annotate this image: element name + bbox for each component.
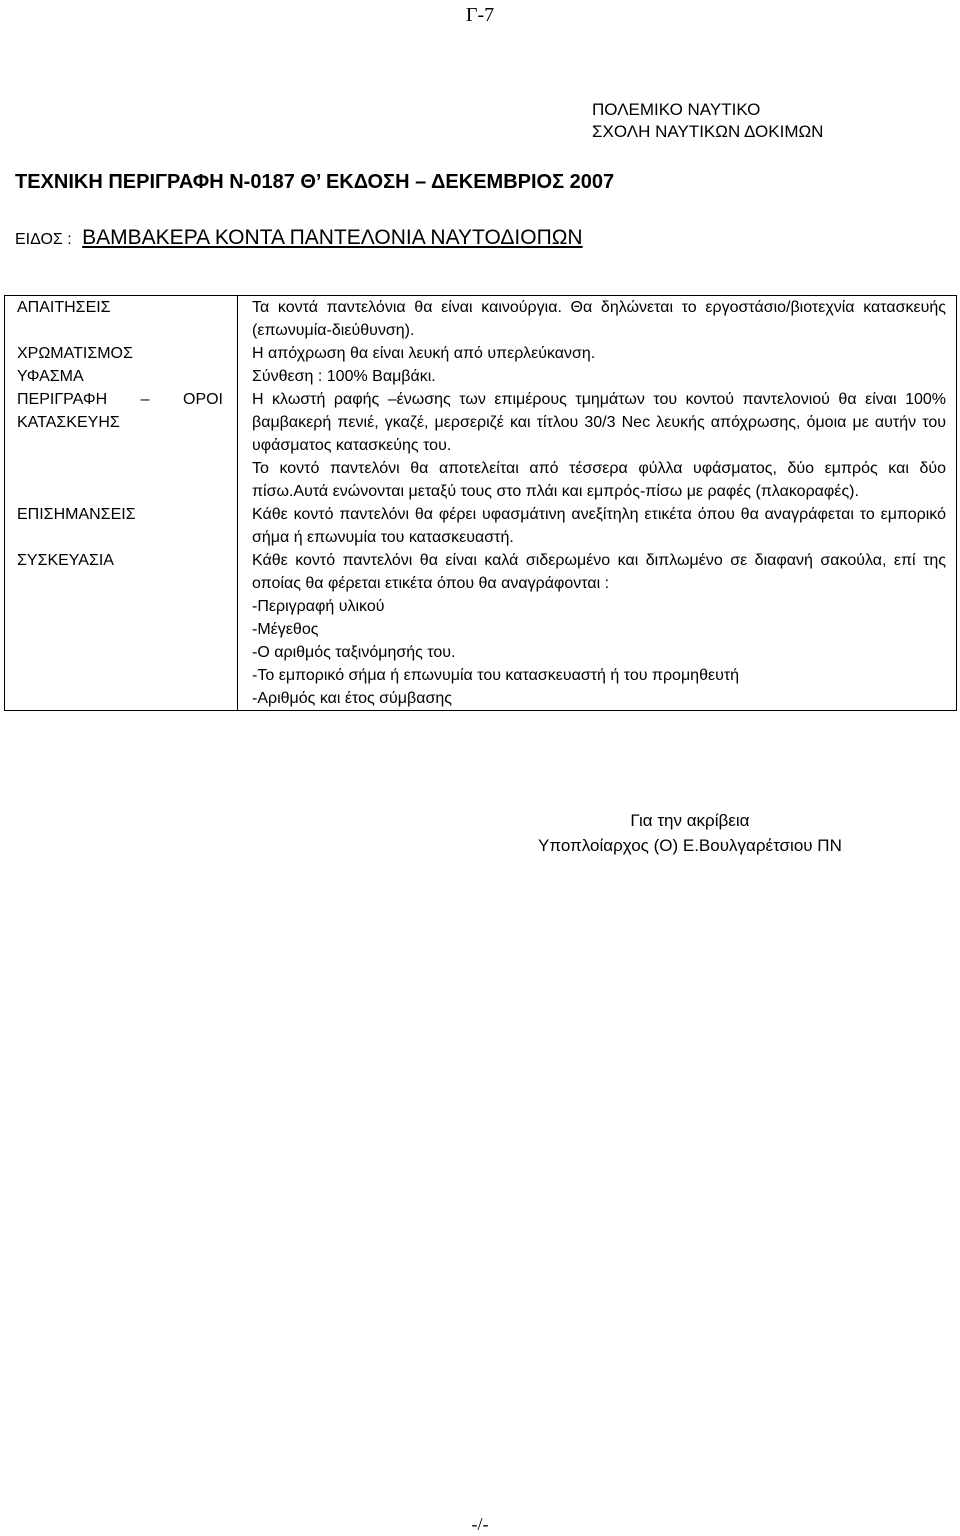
row-content (238, 342, 957, 365)
document-title: ΤΕΧΝΙΚΗ ΠΕΡΙΓΡΑΦΗ Ν-0187 Θ’ ΕΚΔΟΣΗ – ΔΕΚΕΜΒΡΙΟΣ 2007 (15, 171, 615, 193)
row-paragraph: Σύνθεση : 100% Βαμβάκι. (252, 368, 436, 385)
row-content (238, 549, 957, 711)
list-item: -Αριθμός και έτος σύμβασης (252, 690, 452, 707)
signature-block (538, 808, 842, 858)
signature-line-2: Υποπλοίαρχος (Ο) Ε.Βουλγαρέτσιου ΠΝ (538, 836, 842, 855)
row-content (238, 296, 957, 343)
table-row-construction (5, 388, 957, 503)
row-content (238, 388, 957, 503)
table-row-coloring (5, 342, 957, 365)
row-label: ΕΠΙΣΗΜΑΝΣΕΙΣ (5, 503, 238, 549)
org-line-2: ΣΧΟΛΗ ΝΑΥΤΙΚΩΝ ΔΟΚΙΜΩΝ (592, 122, 824, 141)
list-item: -Περιγραφή υλικού (252, 598, 385, 615)
org-line-1: ΠΟΛΕΜΙΚΟ ΝΑΥΤΙΚΟ (592, 100, 761, 119)
row-content (238, 365, 957, 388)
row-label: ΧΡΩΜΑΤΙΣΜΟΣ (5, 342, 238, 365)
row-content (238, 503, 957, 549)
row-label: ΥΦΑΣΜΑ (5, 365, 238, 388)
item-label: ΕΙΔΟΣ : (15, 231, 72, 248)
table-row-markings (5, 503, 957, 549)
row-paragraph: Η απόχρωση θα είναι λευκή από υπερλεύκανση. (252, 345, 596, 362)
row-paragraph: Η κλωστή ραφής –ένωσης των επιμέρους τμημάτων του κοντού παντελονιού θα είναι 100% βαμβακερή πενιέ, γκαζέ, μερσεριζέ και τίτλου 30/3 Nec λευκής απόχρωσης, όμοια με αυτήν του υφάσματος κατασκεύης του. (252, 391, 946, 454)
item-line (15, 225, 583, 253)
row-paragraph: Τα κοντά παντελόνια θα είναι καινούργια. Θα δηλώνεται το εργοστάσιο/βιοτεχνία κατασκευής (επωνυμία-διεύθυνση). (252, 299, 946, 339)
signature-line-1: Για την ακρίβεια (630, 811, 750, 830)
row-paragraph: Κάθε κοντό παντελόνι θα φέρει υφασμάτινη ανεξίτηλη ετικέτα όπου θα αναγράφεται το εμπορικό σήμα ή επωνυμία του κατασκευαστή. (252, 506, 946, 546)
table-row-packaging (5, 549, 957, 711)
list-item: -Ο αριθμός ταξινόμησής του. (252, 644, 456, 661)
table-row-requirements (5, 296, 957, 343)
row-paragraph: Κάθε κοντό παντελόνι θα είναι καλά σιδερωμένο και διπλωμένο σε διαφανή σακούλα, επί της οποίας θα φέρεται ετικέτα όπου θα αναγράφονται : (252, 552, 946, 592)
row-label: ΑΠΑΙΤΗΣΕΙΣ (5, 296, 238, 343)
list-item: -Το εμπορικό σήμα ή επωνυμία του κατασκευαστή ή του προμηθευτή (252, 667, 740, 684)
row-paragraph: Το κοντό παντελόνι θα αποτελείται από τέσσερα φύλλα υφάσματος, δύο εμπρός και δύο πίσω.Αυτά ενώνονται μεταξύ τους στο πλάι και εμπρός-πίσω με ραφές (πλακοραφές). (252, 460, 946, 500)
row-label: ΠΕΡΙΓΡΑΦΗ – ΟΡΟΙ ΚΑΤΑΣΚΕΥΗΣ (5, 388, 238, 503)
organization-block (592, 99, 823, 143)
item-value: ΒΑΜΒΑΚΕΡΑ ΚΟΝΤΑ ΠΑΝΤΕΛΟΝΙΑ ΝΑΥΤΟΔΙΟΠΩΝ (82, 226, 583, 249)
row-label: ΣΥΣΚΕΥΑΣΙΑ (5, 549, 238, 711)
page-marker-bottom: -/- (471, 1514, 489, 1534)
list-item: -Μέγεθος (252, 621, 319, 638)
specification-table (4, 295, 957, 711)
page-number-top: Γ-7 (465, 4, 495, 26)
table-row-fabric (5, 365, 957, 388)
